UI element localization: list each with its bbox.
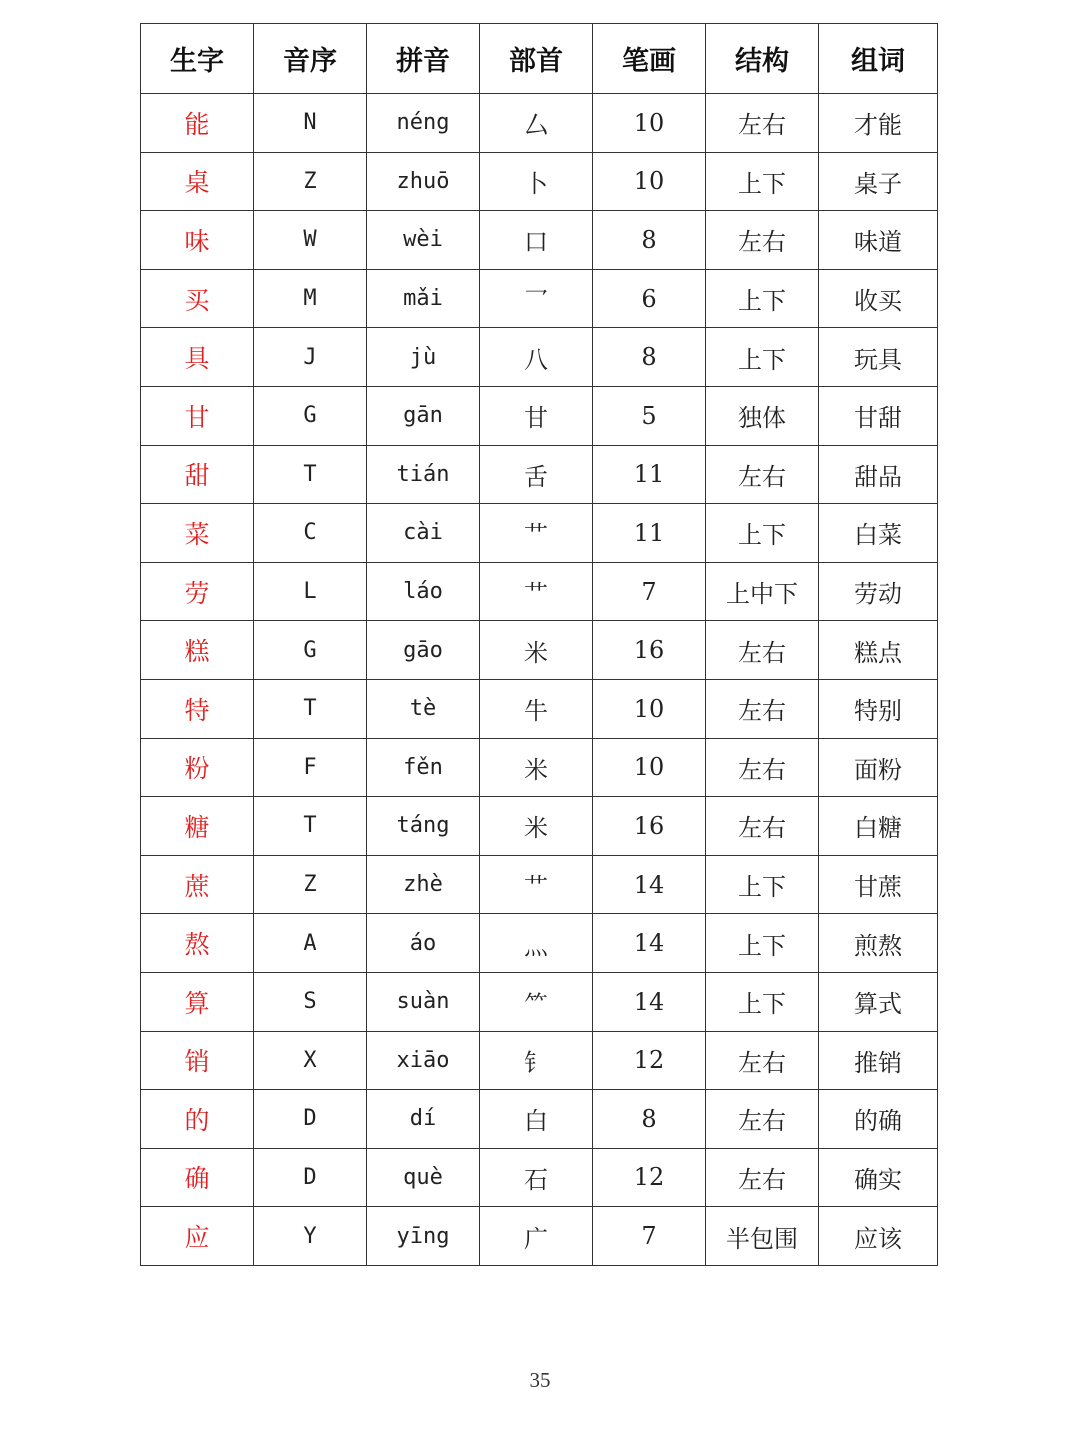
cell-structure: 上下 <box>706 855 819 914</box>
cell-pinyin: néng <box>367 94 480 153</box>
table-row <box>141 94 938 153</box>
cell-word: 桌子 <box>819 152 938 211</box>
cell-order: M <box>254 269 367 328</box>
cell-strokes: 10 <box>593 152 706 211</box>
cell-structure: 上下 <box>706 914 819 973</box>
table-row <box>141 1090 938 1149</box>
cell-hanzi: 应 <box>141 1207 254 1266</box>
page-number: 35 <box>529 1368 551 1392</box>
cell-order: Z <box>254 152 367 211</box>
cell-hanzi: 甜 <box>141 445 254 504</box>
cell-strokes: 10 <box>593 738 706 797</box>
cell-radical: 舌 <box>480 445 593 504</box>
cell-order: T <box>254 797 367 856</box>
cell-structure: 上下 <box>706 328 819 387</box>
cell-structure: 左右 <box>706 679 819 738</box>
cell-hanzi: 特 <box>141 679 254 738</box>
cell-structure: 左右 <box>706 211 819 270</box>
table-header <box>141 24 938 94</box>
cell-pinyin: jù <box>367 328 480 387</box>
header-strokes: 笔画 <box>593 24 706 94</box>
table-row <box>141 562 938 621</box>
cell-structure: 左右 <box>706 445 819 504</box>
table-row <box>141 972 938 1031</box>
cell-hanzi: 甘 <box>141 386 254 445</box>
cell-order: G <box>254 621 367 680</box>
cell-word: 味道 <box>819 211 938 270</box>
cell-radical: 乛 <box>480 269 593 328</box>
cell-radical: 口 <box>480 211 593 270</box>
cell-structure: 左右 <box>706 738 819 797</box>
cell-hanzi: 买 <box>141 269 254 328</box>
cell-order: D <box>254 1148 367 1207</box>
cell-radical: 艹 <box>480 562 593 621</box>
cell-order: Y <box>254 1207 367 1266</box>
cell-strokes: 10 <box>593 679 706 738</box>
cell-order: L <box>254 562 367 621</box>
cell-word: 糕点 <box>819 621 938 680</box>
cell-pinyin: dí <box>367 1090 480 1149</box>
table-row <box>141 386 938 445</box>
cell-pinyin: gāo <box>367 621 480 680</box>
cell-radical: 艹 <box>480 855 593 914</box>
cell-word: 确实 <box>819 1148 938 1207</box>
table-row <box>141 445 938 504</box>
cell-pinyin: què <box>367 1148 480 1207</box>
table-body <box>141 94 938 1266</box>
table-row <box>141 328 938 387</box>
cell-strokes: 16 <box>593 621 706 680</box>
cell-structure: 独体 <box>706 386 819 445</box>
cell-word: 甜品 <box>819 445 938 504</box>
cell-strokes: 11 <box>593 504 706 563</box>
cell-radical: 灬 <box>480 914 593 973</box>
cell-strokes: 16 <box>593 797 706 856</box>
cell-pinyin: gān <box>367 386 480 445</box>
cell-structure: 左右 <box>706 621 819 680</box>
table-row <box>141 1031 938 1090</box>
cell-strokes: 8 <box>593 211 706 270</box>
cell-strokes: 8 <box>593 1090 706 1149</box>
cell-structure: 左右 <box>706 1090 819 1149</box>
cell-pinyin: cài <box>367 504 480 563</box>
cell-hanzi: 销 <box>141 1031 254 1090</box>
cell-structure: 左右 <box>706 1148 819 1207</box>
cell-order: T <box>254 445 367 504</box>
character-table <box>140 23 938 1266</box>
cell-radical: 八 <box>480 328 593 387</box>
cell-word: 收买 <box>819 269 938 328</box>
cell-hanzi: 劳 <box>141 562 254 621</box>
cell-word: 煎熬 <box>819 914 938 973</box>
table-row <box>141 797 938 856</box>
cell-order: S <box>254 972 367 1031</box>
table-row <box>141 269 938 328</box>
cell-structure: 左右 <box>706 1031 819 1090</box>
cell-hanzi: 的 <box>141 1090 254 1149</box>
cell-pinyin: láo <box>367 562 480 621</box>
cell-strokes: 14 <box>593 914 706 973</box>
cell-hanzi: 粉 <box>141 738 254 797</box>
cell-order: C <box>254 504 367 563</box>
cell-order: W <box>254 211 367 270</box>
cell-order: A <box>254 914 367 973</box>
table-row <box>141 855 938 914</box>
cell-order: N <box>254 94 367 153</box>
cell-pinyin: xiāo <box>367 1031 480 1090</box>
header-row <box>141 24 938 94</box>
cell-hanzi: 蔗 <box>141 855 254 914</box>
cell-word: 甘蔗 <box>819 855 938 914</box>
cell-order: T <box>254 679 367 738</box>
cell-pinyin: suàn <box>367 972 480 1031</box>
table-row <box>141 1148 938 1207</box>
table-row <box>141 679 938 738</box>
cell-strokes: 12 <box>593 1031 706 1090</box>
cell-pinyin: wèi <box>367 211 480 270</box>
cell-order: J <box>254 328 367 387</box>
cell-word: 白菜 <box>819 504 938 563</box>
cell-structure: 左右 <box>706 94 819 153</box>
table-row <box>141 211 938 270</box>
cell-strokes: 10 <box>593 94 706 153</box>
cell-word: 甘甜 <box>819 386 938 445</box>
cell-order: D <box>254 1090 367 1149</box>
cell-structure: 上中下 <box>706 562 819 621</box>
cell-word: 白糖 <box>819 797 938 856</box>
cell-structure: 上下 <box>706 504 819 563</box>
table-row <box>141 738 938 797</box>
cell-strokes: 12 <box>593 1148 706 1207</box>
cell-radical: 艹 <box>480 504 593 563</box>
cell-structure: 上下 <box>706 972 819 1031</box>
cell-order: G <box>254 386 367 445</box>
table-row <box>141 504 938 563</box>
cell-pinyin: tè <box>367 679 480 738</box>
cell-radical: 白 <box>480 1090 593 1149</box>
cell-strokes: 7 <box>593 1207 706 1266</box>
cell-pinyin: mǎi <box>367 269 480 328</box>
cell-radical: ⺮ <box>480 972 593 1031</box>
cell-pinyin: zhè <box>367 855 480 914</box>
cell-pinyin: tián <box>367 445 480 504</box>
cell-hanzi: 算 <box>141 972 254 1031</box>
header-hanzi: 生字 <box>141 24 254 94</box>
cell-word: 应该 <box>819 1207 938 1266</box>
cell-radical: 钅 <box>480 1031 593 1090</box>
cell-structure: 上下 <box>706 269 819 328</box>
header-word: 组词 <box>819 24 938 94</box>
cell-pinyin: yīng <box>367 1207 480 1266</box>
cell-strokes: 7 <box>593 562 706 621</box>
table-row <box>141 1207 938 1266</box>
cell-word: 玩具 <box>819 328 938 387</box>
cell-order: X <box>254 1031 367 1090</box>
cell-hanzi: 菜 <box>141 504 254 563</box>
cell-word: 才能 <box>819 94 938 153</box>
header-radical: 部首 <box>480 24 593 94</box>
cell-radical: 米 <box>480 621 593 680</box>
cell-order: F <box>254 738 367 797</box>
table-row <box>141 914 938 973</box>
cell-hanzi: 确 <box>141 1148 254 1207</box>
cell-radical: 甘 <box>480 386 593 445</box>
cell-word: 特别 <box>819 679 938 738</box>
cell-pinyin: táng <box>367 797 480 856</box>
cell-order: Z <box>254 855 367 914</box>
cell-hanzi: 具 <box>141 328 254 387</box>
cell-pinyin: áo <box>367 914 480 973</box>
cell-strokes: 14 <box>593 855 706 914</box>
cell-radical: 米 <box>480 738 593 797</box>
header-structure: 结构 <box>706 24 819 94</box>
cell-radical: 米 <box>480 797 593 856</box>
table-row <box>141 152 938 211</box>
cell-radical: 牛 <box>480 679 593 738</box>
cell-strokes: 11 <box>593 445 706 504</box>
cell-word: 的确 <box>819 1090 938 1149</box>
cell-strokes: 6 <box>593 269 706 328</box>
cell-radical: 卜 <box>480 152 593 211</box>
cell-hanzi: 糕 <box>141 621 254 680</box>
cell-word: 面粉 <box>819 738 938 797</box>
header-pinyin: 拼音 <box>367 24 480 94</box>
cell-word: 推销 <box>819 1031 938 1090</box>
cell-hanzi: 能 <box>141 94 254 153</box>
header-order: 音序 <box>254 24 367 94</box>
cell-hanzi: 糖 <box>141 797 254 856</box>
cell-radical: 石 <box>480 1148 593 1207</box>
cell-pinyin: zhuō <box>367 152 480 211</box>
cell-pinyin: fěn <box>367 738 480 797</box>
cell-strokes: 5 <box>593 386 706 445</box>
cell-strokes: 8 <box>593 328 706 387</box>
cell-word: 劳动 <box>819 562 938 621</box>
cell-hanzi: 味 <box>141 211 254 270</box>
cell-radical: 广 <box>480 1207 593 1266</box>
table-row <box>141 621 938 680</box>
cell-word: 算式 <box>819 972 938 1031</box>
cell-radical: 厶 <box>480 94 593 153</box>
cell-hanzi: 熬 <box>141 914 254 973</box>
cell-structure: 半包围 <box>706 1207 819 1266</box>
cell-structure: 左右 <box>706 797 819 856</box>
cell-hanzi: 桌 <box>141 152 254 211</box>
cell-strokes: 14 <box>593 972 706 1031</box>
cell-structure: 上下 <box>706 152 819 211</box>
